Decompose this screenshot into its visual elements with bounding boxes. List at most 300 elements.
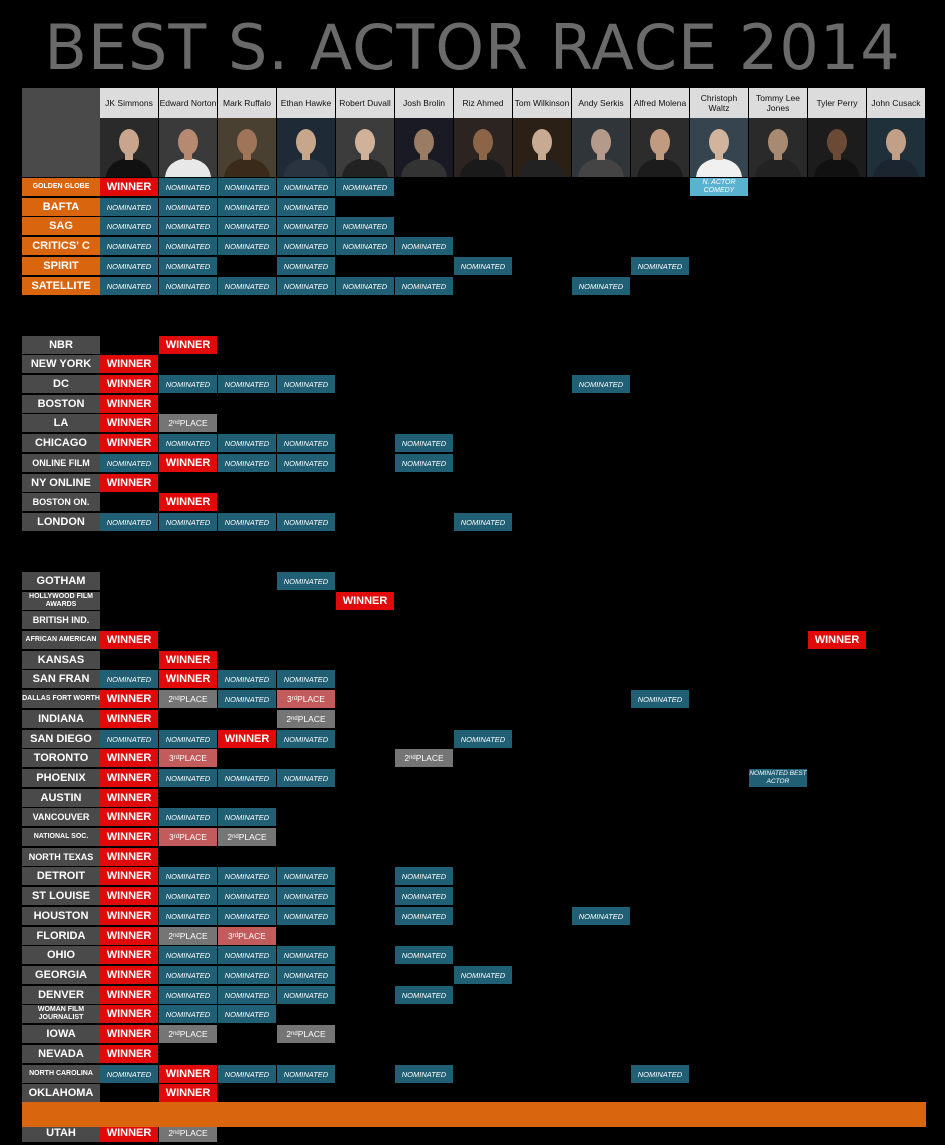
empty-cell xyxy=(454,710,512,728)
winner-cell: WINNER xyxy=(100,828,158,846)
empty-cell xyxy=(867,789,925,807)
actor-header: Christoph Waltz xyxy=(690,88,748,118)
empty-cell xyxy=(749,592,807,610)
empty-cell xyxy=(513,710,571,728)
empty-cell xyxy=(631,355,689,373)
nominated-cell: NOMINATED xyxy=(100,730,158,748)
empty-cell xyxy=(867,493,925,511)
footer-bar xyxy=(22,1102,926,1127)
nominated-cell: NOMINATED xyxy=(159,217,217,235)
empty-cell xyxy=(277,808,335,826)
empty-cell xyxy=(572,828,630,846)
empty-cell xyxy=(395,1084,453,1102)
row-label: HOUSTON xyxy=(22,907,100,925)
empty-cell xyxy=(867,927,925,945)
empty-cell xyxy=(454,986,512,1004)
empty-cell xyxy=(100,493,158,511)
empty-cell xyxy=(218,848,276,866)
empty-cell xyxy=(218,493,276,511)
second-place-cell: 2 nd PLACE xyxy=(159,1025,217,1043)
empty-cell xyxy=(572,710,630,728)
empty-cell xyxy=(159,611,217,629)
row-label: GEORGIA xyxy=(22,966,100,984)
empty-cell xyxy=(631,769,689,787)
empty-cell xyxy=(218,1045,276,1063)
empty-cell xyxy=(218,355,276,373)
empty-cell xyxy=(277,414,335,432)
empty-cell xyxy=(631,572,689,590)
second-place-cell: 2 nd PLACE xyxy=(159,690,217,708)
nominated-cell: NOMINATED xyxy=(159,178,217,196)
empty-cell xyxy=(808,946,866,964)
empty-cell xyxy=(631,730,689,748)
empty-cell xyxy=(395,631,453,649)
empty-cell xyxy=(690,769,748,787)
empty-cell xyxy=(867,592,925,610)
actor-header: Tom Wilkinson xyxy=(513,88,571,118)
nominated-cell: NOMINATED xyxy=(100,277,158,295)
empty-cell xyxy=(513,474,571,492)
empty-cell xyxy=(631,927,689,945)
nominated-cell: NOMINATED xyxy=(100,513,158,531)
empty-cell xyxy=(336,611,394,629)
empty-cell xyxy=(572,434,630,452)
empty-cell xyxy=(631,434,689,452)
empty-cell xyxy=(218,257,276,275)
empty-cell xyxy=(690,513,748,531)
row-label: INDIANA xyxy=(22,710,100,728)
nominated-cell: NOMINATED xyxy=(395,946,453,964)
empty-cell xyxy=(808,257,866,275)
nominated-cell: NOMINATED xyxy=(159,237,217,255)
empty-cell xyxy=(336,867,394,885)
winner-cell: WINNER xyxy=(100,1005,158,1023)
empty-cell xyxy=(690,434,748,452)
empty-cell xyxy=(513,178,571,196)
empty-cell xyxy=(690,690,748,708)
empty-cell xyxy=(336,808,394,826)
row-label: SAG xyxy=(22,217,100,235)
nominated-cell: NOMINATED xyxy=(159,375,217,393)
empty-cell xyxy=(690,651,748,669)
empty-cell xyxy=(454,1045,512,1063)
empty-cell xyxy=(336,848,394,866)
empty-cell xyxy=(749,966,807,984)
empty-cell xyxy=(749,395,807,413)
empty-cell xyxy=(513,670,571,688)
empty-cell xyxy=(867,867,925,885)
nominated-cell: NOMINATED xyxy=(218,1005,276,1023)
empty-cell xyxy=(690,336,748,354)
empty-cell xyxy=(572,848,630,866)
empty-cell xyxy=(572,395,630,413)
empty-cell xyxy=(749,1045,807,1063)
empty-cell xyxy=(100,592,158,610)
nominated-cell: NOMINATED xyxy=(395,907,453,925)
winner-cell: WINNER xyxy=(159,336,217,354)
empty-cell xyxy=(513,513,571,531)
row-label: CHICAGO xyxy=(22,434,100,452)
empty-cell xyxy=(454,670,512,688)
nominated-cell: NOMINATED xyxy=(277,375,335,393)
empty-cell xyxy=(454,789,512,807)
winner-cell: WINNER xyxy=(100,710,158,728)
empty-cell xyxy=(631,1045,689,1063)
empty-cell xyxy=(218,651,276,669)
empty-cell xyxy=(513,434,571,452)
row-label: SAN FRAN xyxy=(22,670,100,688)
empty-cell xyxy=(572,513,630,531)
empty-cell xyxy=(808,1084,866,1102)
empty-cell xyxy=(395,1025,453,1043)
empty-cell xyxy=(336,1005,394,1023)
row-label: FLORIDA xyxy=(22,927,100,945)
nominated-cell: NOMINATED xyxy=(454,966,512,984)
nominated-cell: NOMINATED xyxy=(100,454,158,472)
empty-cell xyxy=(690,395,748,413)
empty-cell xyxy=(749,237,807,255)
empty-cell xyxy=(572,887,630,905)
empty-cell xyxy=(867,848,925,866)
row-label: PHOENIX xyxy=(22,769,100,787)
row-label: WOMAN FILM JOURNALIST xyxy=(22,1005,100,1023)
row-label: BOSTON xyxy=(22,395,100,413)
empty-cell xyxy=(749,1084,807,1102)
empty-cell xyxy=(808,513,866,531)
nominated-cell: NOMINATED xyxy=(277,670,335,688)
nominated-cell: NOMINATED xyxy=(159,887,217,905)
empty-cell xyxy=(631,828,689,846)
empty-cell xyxy=(690,907,748,925)
nominated-cell: NOMINATED xyxy=(218,237,276,255)
empty-cell xyxy=(572,651,630,669)
empty-cell xyxy=(690,887,748,905)
nominated-cell: NOMINATED xyxy=(159,1005,217,1023)
empty-cell xyxy=(100,651,158,669)
nominated-cell: NOMINATED xyxy=(395,237,453,255)
empty-cell xyxy=(867,907,925,925)
winner-cell: WINNER xyxy=(808,631,866,649)
winner-cell: WINNER xyxy=(100,178,158,196)
empty-cell xyxy=(749,631,807,649)
empty-cell xyxy=(513,907,571,925)
row-label: LONDON xyxy=(22,513,100,531)
nominated-cell: NOMINATED xyxy=(277,730,335,748)
winner-cell: WINNER xyxy=(100,887,158,905)
empty-cell xyxy=(277,789,335,807)
empty-cell xyxy=(808,808,866,826)
empty-cell xyxy=(218,710,276,728)
empty-cell xyxy=(336,395,394,413)
winner-cell: WINNER xyxy=(100,631,158,649)
nominated-cell: NOMINATED xyxy=(336,178,394,196)
empty-cell xyxy=(867,808,925,826)
empty-cell xyxy=(277,927,335,945)
empty-cell xyxy=(631,237,689,255)
empty-cell xyxy=(749,178,807,196)
nominated-cell: NOMINATED xyxy=(218,690,276,708)
empty-cell xyxy=(808,710,866,728)
nominated-cell: NOMINATED xyxy=(336,237,394,255)
nominated-cell: NOMINATED xyxy=(572,907,630,925)
empty-cell xyxy=(454,690,512,708)
nominated-cell: NOMINATED xyxy=(277,907,335,925)
empty-cell xyxy=(513,592,571,610)
empty-cell xyxy=(631,1005,689,1023)
empty-cell xyxy=(690,237,748,255)
empty-cell xyxy=(513,651,571,669)
actor-photo xyxy=(454,118,512,177)
empty-cell xyxy=(690,966,748,984)
empty-cell xyxy=(513,966,571,984)
empty-cell xyxy=(277,828,335,846)
nominated-cell: NOMINATED xyxy=(218,808,276,826)
empty-cell xyxy=(808,454,866,472)
empty-cell xyxy=(395,493,453,511)
empty-cell xyxy=(808,651,866,669)
actor-photo xyxy=(749,118,807,177)
empty-cell xyxy=(572,414,630,432)
nominated-cell: NOMINATED xyxy=(159,907,217,925)
nominated-cell: NOMINATED xyxy=(277,277,335,295)
actor-photo xyxy=(336,118,394,177)
empty-cell xyxy=(867,1084,925,1102)
empty-cell xyxy=(867,651,925,669)
empty-cell xyxy=(395,789,453,807)
empty-cell xyxy=(336,454,394,472)
empty-cell xyxy=(159,592,217,610)
empty-cell xyxy=(808,178,866,196)
nominated-cell: NOMINATED xyxy=(218,867,276,885)
winner-cell: WINNER xyxy=(100,946,158,964)
nominated-cell: NOMINATED xyxy=(572,277,630,295)
empty-cell xyxy=(395,828,453,846)
empty-cell xyxy=(690,1025,748,1043)
empty-cell xyxy=(395,217,453,235)
empty-cell xyxy=(808,907,866,925)
empty-cell xyxy=(572,237,630,255)
empty-cell xyxy=(513,395,571,413)
actor-header: Andy Serkis xyxy=(572,88,630,118)
actor-photo xyxy=(395,118,453,177)
empty-cell xyxy=(867,887,925,905)
empty-cell xyxy=(277,395,335,413)
empty-cell xyxy=(808,217,866,235)
empty-cell xyxy=(808,1045,866,1063)
empty-cell xyxy=(867,513,925,531)
empty-cell xyxy=(336,769,394,787)
nominated-cell: NOMINATED xyxy=(277,257,335,275)
empty-cell xyxy=(513,631,571,649)
empty-cell xyxy=(690,474,748,492)
nominated-cell: NOMINATED xyxy=(454,513,512,531)
empty-cell xyxy=(572,178,630,196)
empty-cell xyxy=(159,789,217,807)
actor-photo xyxy=(572,118,630,177)
empty-cell xyxy=(513,986,571,1004)
empty-cell xyxy=(513,690,571,708)
row-label: NEW YORK xyxy=(22,355,100,373)
empty-cell xyxy=(690,828,748,846)
empty-cell xyxy=(218,1025,276,1043)
winner-cell: WINNER xyxy=(218,730,276,748)
empty-cell xyxy=(454,848,512,866)
row-label: NATIONAL SOC. xyxy=(22,828,100,846)
empty-cell xyxy=(513,1005,571,1023)
nominated-cell: NOMINATED xyxy=(454,730,512,748)
winner-cell: WINNER xyxy=(336,592,394,610)
nominated-cell: NOMINATED xyxy=(277,178,335,196)
row-label: NORTH TEXAS xyxy=(22,848,100,866)
empty-cell xyxy=(749,277,807,295)
empty-cell xyxy=(454,493,512,511)
empty-cell xyxy=(395,848,453,866)
empty-cell xyxy=(867,178,925,196)
winner-cell: WINNER xyxy=(100,1124,158,1142)
empty-cell xyxy=(572,611,630,629)
empty-cell xyxy=(690,414,748,432)
empty-cell xyxy=(454,749,512,767)
empty-cell xyxy=(513,611,571,629)
empty-cell xyxy=(454,946,512,964)
empty-cell xyxy=(336,946,394,964)
winner-cell: WINNER xyxy=(100,986,158,1004)
empty-cell xyxy=(690,710,748,728)
empty-cell xyxy=(572,730,630,748)
nominated-cell: NOMINATED xyxy=(631,257,689,275)
empty-cell xyxy=(513,257,571,275)
empty-cell xyxy=(690,848,748,866)
empty-cell xyxy=(336,198,394,216)
second-place-cell: 2 nd PLACE xyxy=(159,414,217,432)
empty-cell xyxy=(572,631,630,649)
empty-cell xyxy=(336,730,394,748)
empty-cell xyxy=(277,1005,335,1023)
empty-cell xyxy=(395,1045,453,1063)
nominated-cell: NOMINATED xyxy=(159,867,217,885)
empty-cell xyxy=(867,966,925,984)
empty-cell xyxy=(395,769,453,787)
empty-cell xyxy=(513,217,571,235)
nominated-cell: NOMINATED xyxy=(159,808,217,826)
empty-cell xyxy=(808,414,866,432)
row-label: NY ONLINE xyxy=(22,474,100,492)
empty-cell xyxy=(454,237,512,255)
empty-cell xyxy=(395,730,453,748)
empty-cell xyxy=(513,789,571,807)
empty-cell xyxy=(572,946,630,964)
third-place-cell: 3 rd PLACE xyxy=(218,927,276,945)
empty-cell xyxy=(867,414,925,432)
empty-cell xyxy=(808,198,866,216)
nominated-cell: NOMINATED xyxy=(218,513,276,531)
nominated-cell: NOMINATED xyxy=(218,178,276,196)
nominated-cell: NOMINATED xyxy=(277,986,335,1004)
empty-cell xyxy=(159,474,217,492)
empty-cell xyxy=(454,1065,512,1083)
empty-cell xyxy=(867,986,925,1004)
nominated-cell: NOMINATED xyxy=(277,572,335,590)
row-label: OKLAHOMA xyxy=(22,1084,100,1102)
empty-cell xyxy=(867,375,925,393)
empty-cell xyxy=(808,572,866,590)
empty-cell xyxy=(749,710,807,728)
empty-cell xyxy=(867,730,925,748)
empty-cell xyxy=(690,198,748,216)
actor-photo xyxy=(277,118,335,177)
empty-cell xyxy=(572,1065,630,1083)
empty-cell xyxy=(690,946,748,964)
empty-cell xyxy=(572,454,630,472)
empty-cell xyxy=(513,749,571,767)
nominated-cell: NOMINATED xyxy=(277,887,335,905)
actor-photo xyxy=(690,118,748,177)
winner-cell: WINNER xyxy=(100,789,158,807)
second-place-cell: 2 nd PLACE xyxy=(395,749,453,767)
empty-cell xyxy=(749,217,807,235)
empty-cell xyxy=(336,670,394,688)
actor-header: Mark Ruffalo xyxy=(218,88,276,118)
empty-cell xyxy=(454,592,512,610)
empty-cell xyxy=(336,651,394,669)
empty-cell xyxy=(749,730,807,748)
row-label: GOLDEN GLOBE xyxy=(22,178,100,196)
empty-cell xyxy=(631,198,689,216)
winner-cell: WINNER xyxy=(100,907,158,925)
empty-cell xyxy=(749,808,807,826)
empty-cell xyxy=(159,710,217,728)
empty-cell xyxy=(159,572,217,590)
nominated-cell: NOMINATED xyxy=(218,454,276,472)
nominated-cell: NOMINATED xyxy=(159,257,217,275)
third-place-cell: 3 rd PLACE xyxy=(159,749,217,767)
empty-cell xyxy=(218,611,276,629)
nominated-cell: NOMINATED xyxy=(100,1065,158,1083)
empty-cell xyxy=(513,730,571,748)
empty-cell xyxy=(218,414,276,432)
empty-cell xyxy=(395,710,453,728)
empty-cell xyxy=(513,237,571,255)
row-label: GOTHAM xyxy=(22,572,100,590)
empty-cell xyxy=(395,178,453,196)
row-label: OHIO xyxy=(22,946,100,964)
winner-cell: WINNER xyxy=(100,355,158,373)
empty-cell xyxy=(808,1005,866,1023)
row-label: IOWA xyxy=(22,1025,100,1043)
nominated-cell: NOMINATED xyxy=(218,670,276,688)
empty-cell xyxy=(336,1045,394,1063)
empty-cell xyxy=(277,1045,335,1063)
empty-cell xyxy=(218,572,276,590)
row-label: NEVADA xyxy=(22,1045,100,1063)
nominated-cell: NOMINATED xyxy=(159,198,217,216)
actor-header: Josh Brolin xyxy=(395,88,453,118)
empty-cell xyxy=(631,474,689,492)
empty-cell xyxy=(808,395,866,413)
empty-cell xyxy=(277,592,335,610)
nominated-cell: NOMINATED xyxy=(218,986,276,1004)
empty-cell xyxy=(690,493,748,511)
empty-cell xyxy=(631,907,689,925)
empty-cell xyxy=(572,769,630,787)
second-place-cell: 2 nd PLACE xyxy=(277,710,335,728)
row-label: UTAH xyxy=(22,1124,100,1142)
empty-cell xyxy=(867,769,925,787)
row-label: AFRICAN AMERICAN xyxy=(22,631,100,649)
empty-cell xyxy=(808,730,866,748)
empty-cell xyxy=(749,1005,807,1023)
empty-cell xyxy=(867,1045,925,1063)
